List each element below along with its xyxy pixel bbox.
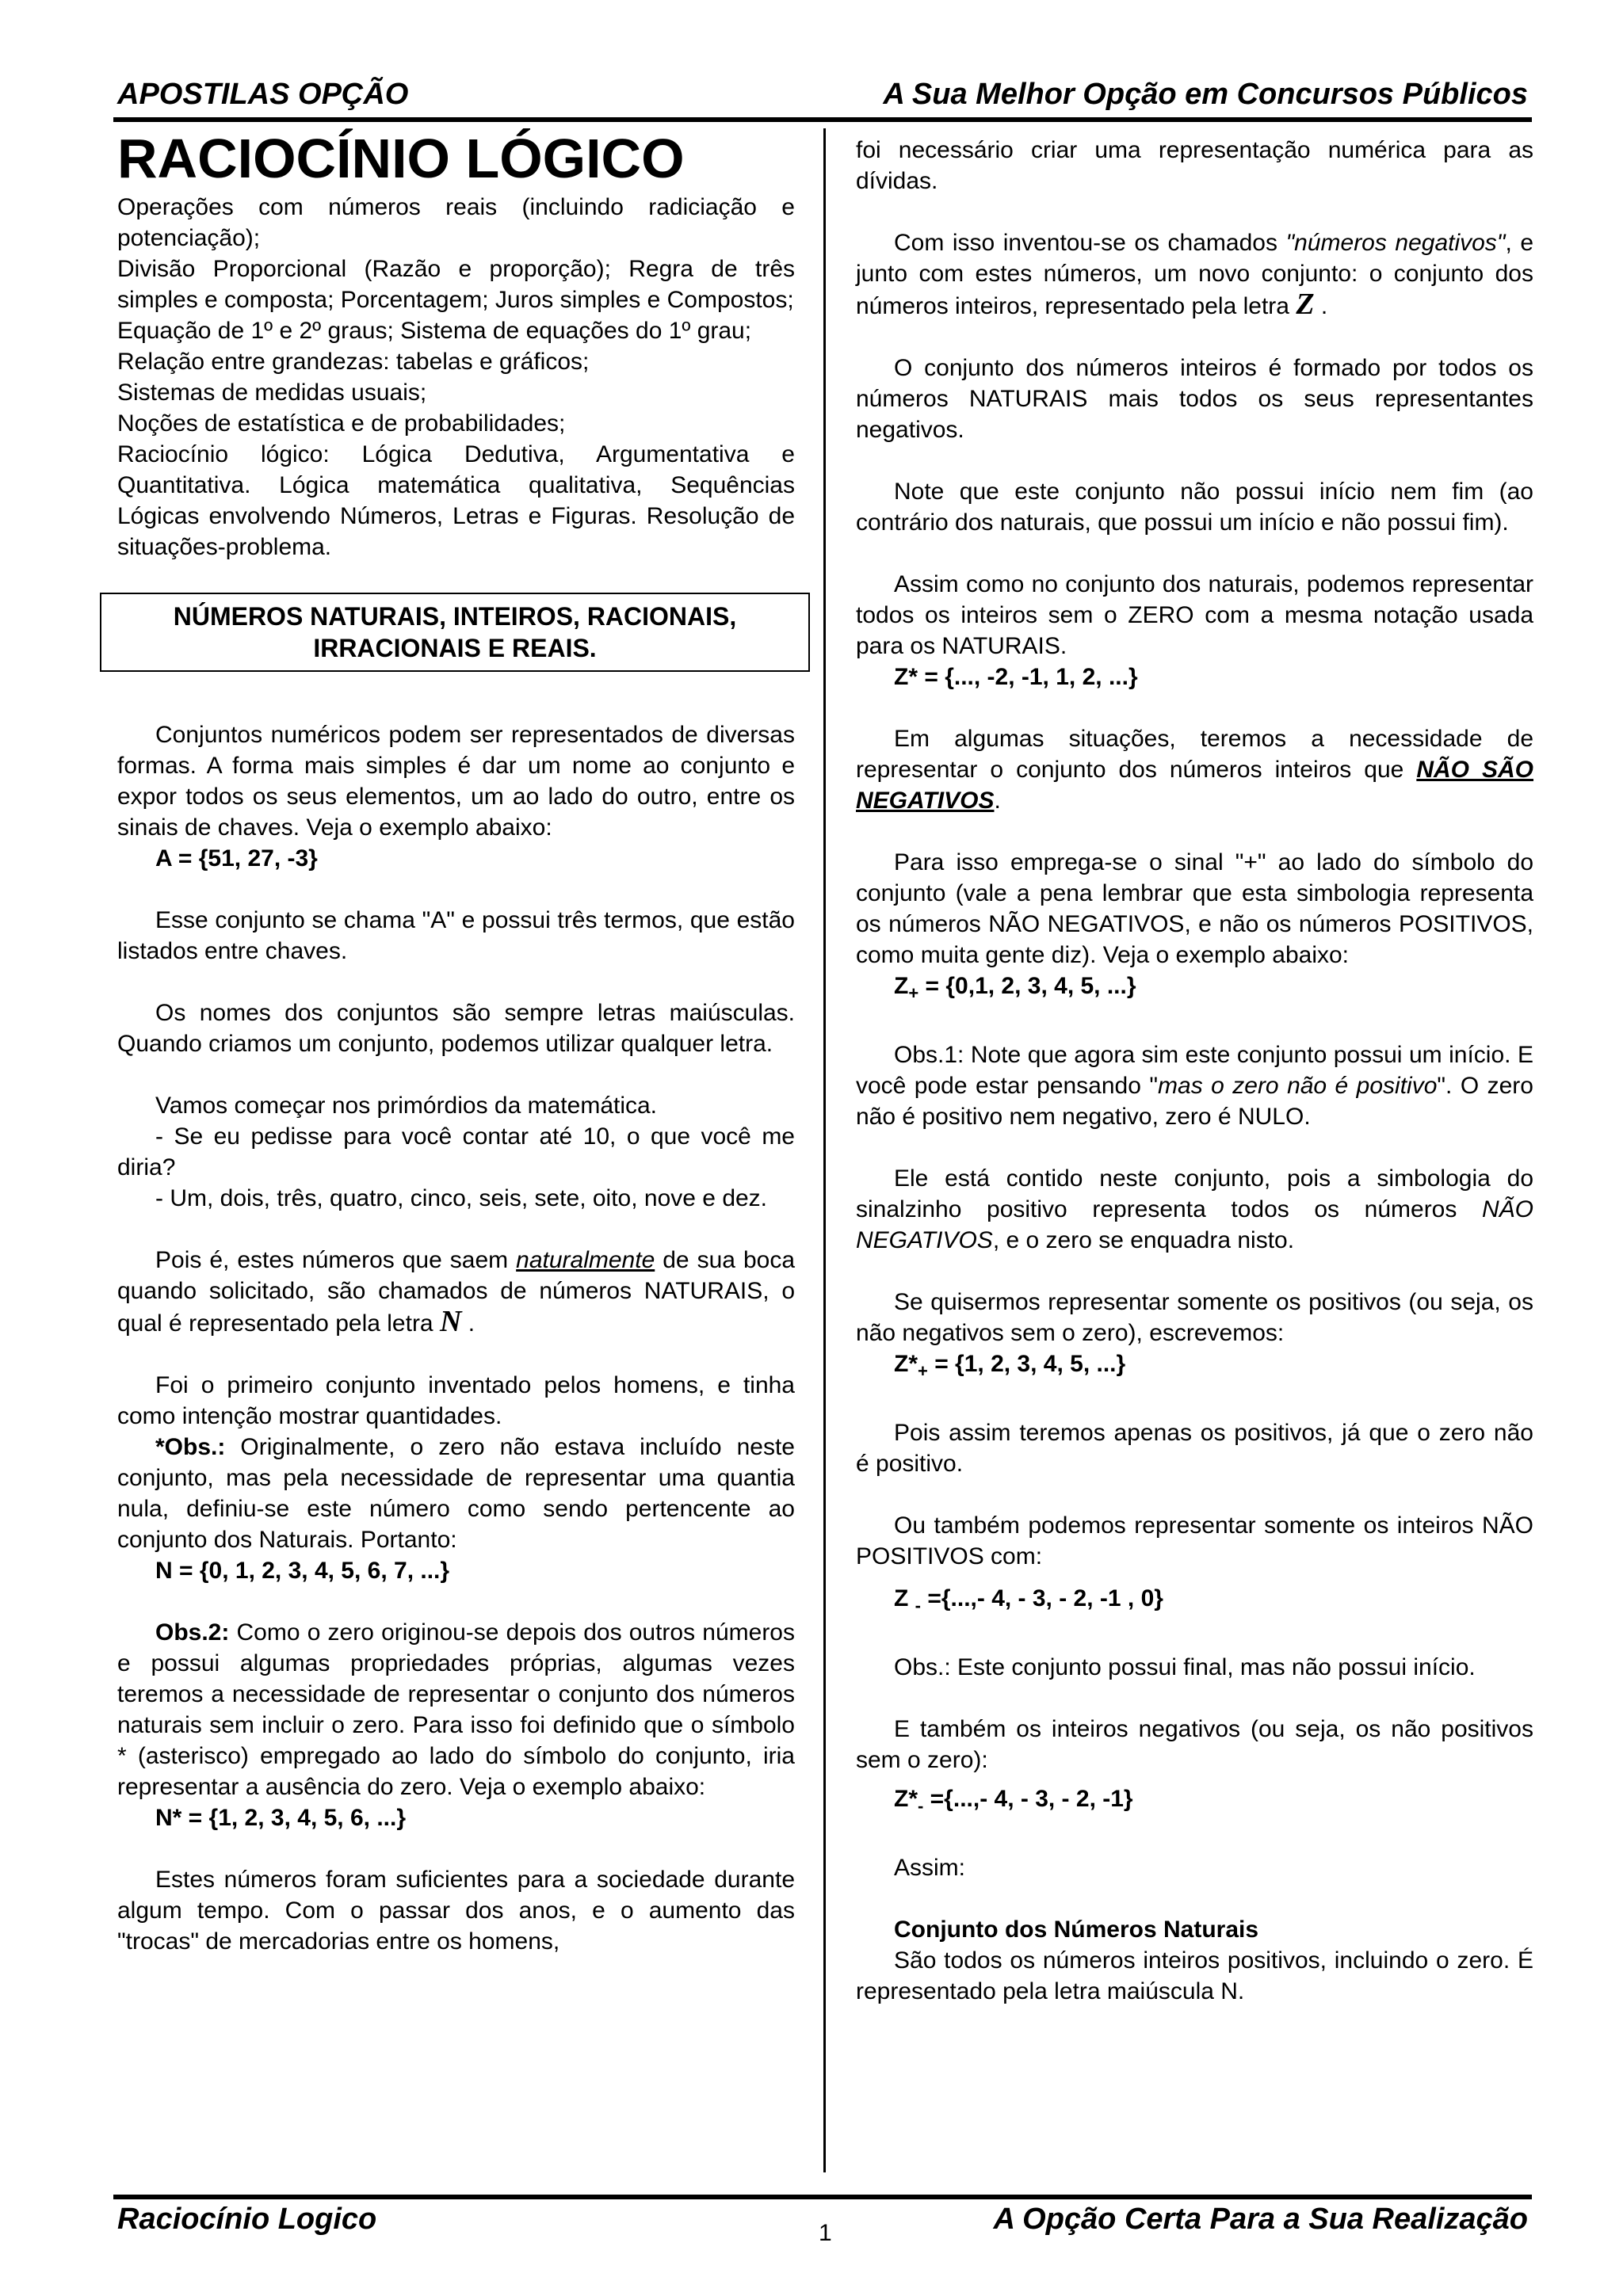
formula: Z* = {..., -2, -1, 1, 2, ...} [894, 664, 1138, 690]
footer-left: Raciocínio Logico [117, 2203, 377, 2236]
set-symbol-n: N [439, 1305, 462, 1338]
paragraph [856, 1163, 1533, 1256]
text-run: de sua boca quando solicitado, são chamados de números NATURAIS, o qual é representado pela letra [117, 1247, 796, 1337]
subscript: - [915, 1596, 921, 1615]
text-run: ={...,- 4, - 3, - 2, -1} [923, 1786, 1133, 1812]
paragraph [117, 1432, 795, 1555]
column-divider [823, 128, 826, 2172]
text-run: Como o zero originou-se depois dos outros números e possui algumas propriedades próprias, algumas vezes teremos a necessidade de representar o conjunto dos números naturais sem incluir o zero. Para isso foi definido que o símbolo * (asterisco) empregado ao lado do símbolo do conjunto, iria representar a ausência do zero. Veja o exemplo abaixo: [117, 1619, 795, 1800]
subscript: - [918, 1796, 924, 1816]
paragraph: Assim como no conjunto dos naturais, podemos representar todos os inteiros sem o ZERO com a mesma notação usada para os NATURAIS. [856, 571, 1533, 659]
note-label: Obs.2: [155, 1619, 230, 1646]
note-label: *Obs.: [155, 1434, 226, 1460]
emphasis: NÃO SÃO NEGATIVOS [856, 757, 1533, 814]
text-run: Com isso inventou-se os chamados [894, 230, 1286, 256]
paragraph: Pois assim teremos apenas os positivos, já que o zero não é positivo. [856, 1420, 1533, 1477]
formula: N = {0, 1, 2, 3, 4, 5, 6, 7, ...} [155, 1558, 450, 1584]
text-run: Em algumas situações, teremos a necessidade de representar o conjunto dos números inteiros que [856, 726, 1533, 783]
emphasis: mas o zero não é positivo [1158, 1073, 1438, 1099]
text-run: Z [894, 973, 909, 999]
text-run: Obs.1: Note que agora sim este conjunto possui um início. E você pode estar pensando " [856, 1042, 1533, 1099]
paragraph [856, 723, 1533, 816]
paragraph: O conjunto dos números inteiros é formado por todos os números NATURAIS mais todos os seus representantes negativos. [856, 355, 1533, 443]
paragraph: foi necessário criar uma representação numérica para as dívidas. [856, 137, 1533, 194]
paragraph [856, 227, 1533, 322]
text-run: Ele está contido neste conjunto, pois a simbologia do sinalzinho positivo representa todos os números [856, 1165, 1533, 1222]
footer-rule [113, 2195, 1532, 2199]
text-run: ". O zero não é positivo nem negativo, zero é NULO. [856, 1073, 1533, 1130]
text-run: = {0,1, 2, 3, 4, 5, ...} [918, 973, 1136, 999]
header-rule [113, 117, 1532, 122]
subheading: Conjunto dos Números Naturais [894, 1917, 1259, 1943]
emphasis: "números negativos" [1285, 230, 1506, 256]
formula [856, 1348, 1533, 1386]
subscript: + [918, 1361, 928, 1381]
text-run: Z* [894, 1351, 918, 1377]
syllabus-item: Equação de 1º e 2º graus; Sistema de equações do 1º grau; [117, 318, 752, 344]
paragraph: Obs.: Este conjunto possui final, mas não possui início. [894, 1654, 1476, 1680]
right-column [856, 135, 1533, 2007]
text-run: = {1, 2, 3, 4, 5, ...} [927, 1351, 1126, 1377]
syllabus-item: Divisão Proporcional (Razão e proporção); Regra de três simples e composta; Porcentagem; Juros simples e Compostos; [117, 256, 795, 313]
text-run: . [461, 1310, 475, 1337]
paragraph [117, 1245, 795, 1339]
text-run: . [994, 788, 1001, 814]
paragraph: Ou também podemos representar somente os inteiros NÃO POSITIVOS com: [856, 1512, 1533, 1569]
paragraph: Estes números foram suficientes para a sociedade durante algum tempo. Com o passar dos anos, e o aumento das "trocas" de mercadorias entre os homens, [117, 1867, 795, 1955]
paragraph [117, 1617, 795, 1802]
text-run: Z [894, 1585, 915, 1611]
text-run: , e o zero se enquadra nisto. [992, 1227, 1295, 1253]
paragraph: Se quisermos representar somente os positivos (ou seja, os não negativos sem o zero), escrevemos: [856, 1289, 1533, 1346]
syllabus-item: Noções de estatística e de probabilidades; [117, 410, 566, 437]
formula [856, 1783, 1533, 1821]
footer-right: A Opção Certa Para a Sua Realização [993, 2203, 1528, 2236]
left-column [117, 125, 795, 1957]
formula [856, 971, 1533, 1009]
text-run: Originalmente, o zero não estava incluído neste conjunto, mas pela necessidade de representar uma quantia nula, definiu-se este número como sendo pertencente ao conjunto dos Naturais. Portanto: [117, 1434, 795, 1553]
paragraph: São todos os números inteiros positivos, incluindo o zero. É representado pela letra maiúscula N. [856, 1947, 1533, 2004]
paragraph: - Se eu pedisse para você contar até 10, o que você me diria? [117, 1123, 795, 1180]
paragraph: Vamos começar nos primórdios da matemática. [155, 1093, 658, 1119]
text-run: , e junto com estes números, um novo conjunto: o conjunto dos números inteiros, representado pela letra [856, 230, 1534, 319]
syllabus-item: Sistemas de medidas usuais; [117, 379, 427, 406]
emphasis: naturalmente [516, 1247, 655, 1273]
formula: N* = {1, 2, 3, 4, 5, 6, ...} [155, 1805, 407, 1831]
formula [856, 1583, 1533, 1621]
emphasis: NÃO NEGATIVOS [856, 1196, 1533, 1253]
section-title-box: NÚMEROS NATURAIS, INTEIROS, RACIONAIS, IRRACIONAIS E REAIS. [100, 593, 810, 672]
paragraph [856, 1039, 1533, 1132]
subscript: + [908, 983, 919, 1003]
header-left: APOSTILAS OPÇÃO [117, 78, 409, 111]
page-footer [117, 2203, 1528, 2250]
paragraph: Assim: [894, 1855, 965, 1881]
page-number: 1 [819, 2220, 832, 2246]
paragraph: Esse conjunto se chama "A" e possui três termos, que estão listados entre chaves. [117, 907, 795, 964]
page-header [117, 78, 1528, 117]
paragraph: Para isso emprega-se o sinal "+" ao lado do símbolo do conjunto (vale a pena lembrar que esta simbologia representa os números NÃO NEGATIVOS, e não os números POSITIVOS, como muita gente diz). Veja o exemplo abaixo: [856, 849, 1533, 968]
header-right: A Sua Melhor Opção em Concursos Públicos [883, 78, 1528, 111]
paragraph: Conjuntos numéricos podem ser representados de diversas formas. A forma mais simples é dar um nome ao conjunto e expor todos os seus elementos, um ao lado do outro, entre os sinais de chaves. Veja o exemplo abaixo: [117, 722, 795, 841]
syllabus-item: Relação entre grandezas: tabelas e gráficos; [117, 349, 590, 375]
formula: A = {51, 27, -3} [155, 845, 318, 871]
paragraph: Os nomes dos conjuntos são sempre letras maiúsculas. Quando criamos um conjunto, podemos utilizar qualquer letra. [117, 1000, 795, 1057]
paragraph: Note que este conjunto não possui início nem fim (ao contrário dos naturais, que possui um início e não possui fim). [856, 479, 1533, 536]
set-symbol-z: Z [1296, 288, 1315, 321]
text-run: ={...,- 4, - 3, - 2, -1 , 0} [921, 1585, 1163, 1611]
paragraph: Foi o primeiro conjunto inventado pelos homens, e tinha como intenção mostrar quantidades. [117, 1372, 795, 1429]
syllabus-item: Raciocínio lógico: Lógica Dedutiva, Argumentativa e Quantitativa. Lógica matemática qualitativa, Sequências Lógicas envolvendo Números, Letras e Figuras. Resolução de situações-problema. [117, 441, 795, 560]
paragraph: E também os inteiros negativos (ou seja, os não positivos sem o zero): [856, 1716, 1533, 1773]
syllabus-item: Operações com números reais (incluindo radiciação e potenciação); [117, 194, 795, 251]
text-run: Pois é, estes números que saem [155, 1247, 517, 1273]
text-run: . [1314, 293, 1328, 319]
paragraph: - Um, dois, três, quatro, cinco, seis, sete, oito, nove e dez. [155, 1185, 768, 1211]
page-title: RACIOCÍNIO LÓGICO [117, 128, 685, 189]
text-run: Z* [894, 1786, 918, 1812]
